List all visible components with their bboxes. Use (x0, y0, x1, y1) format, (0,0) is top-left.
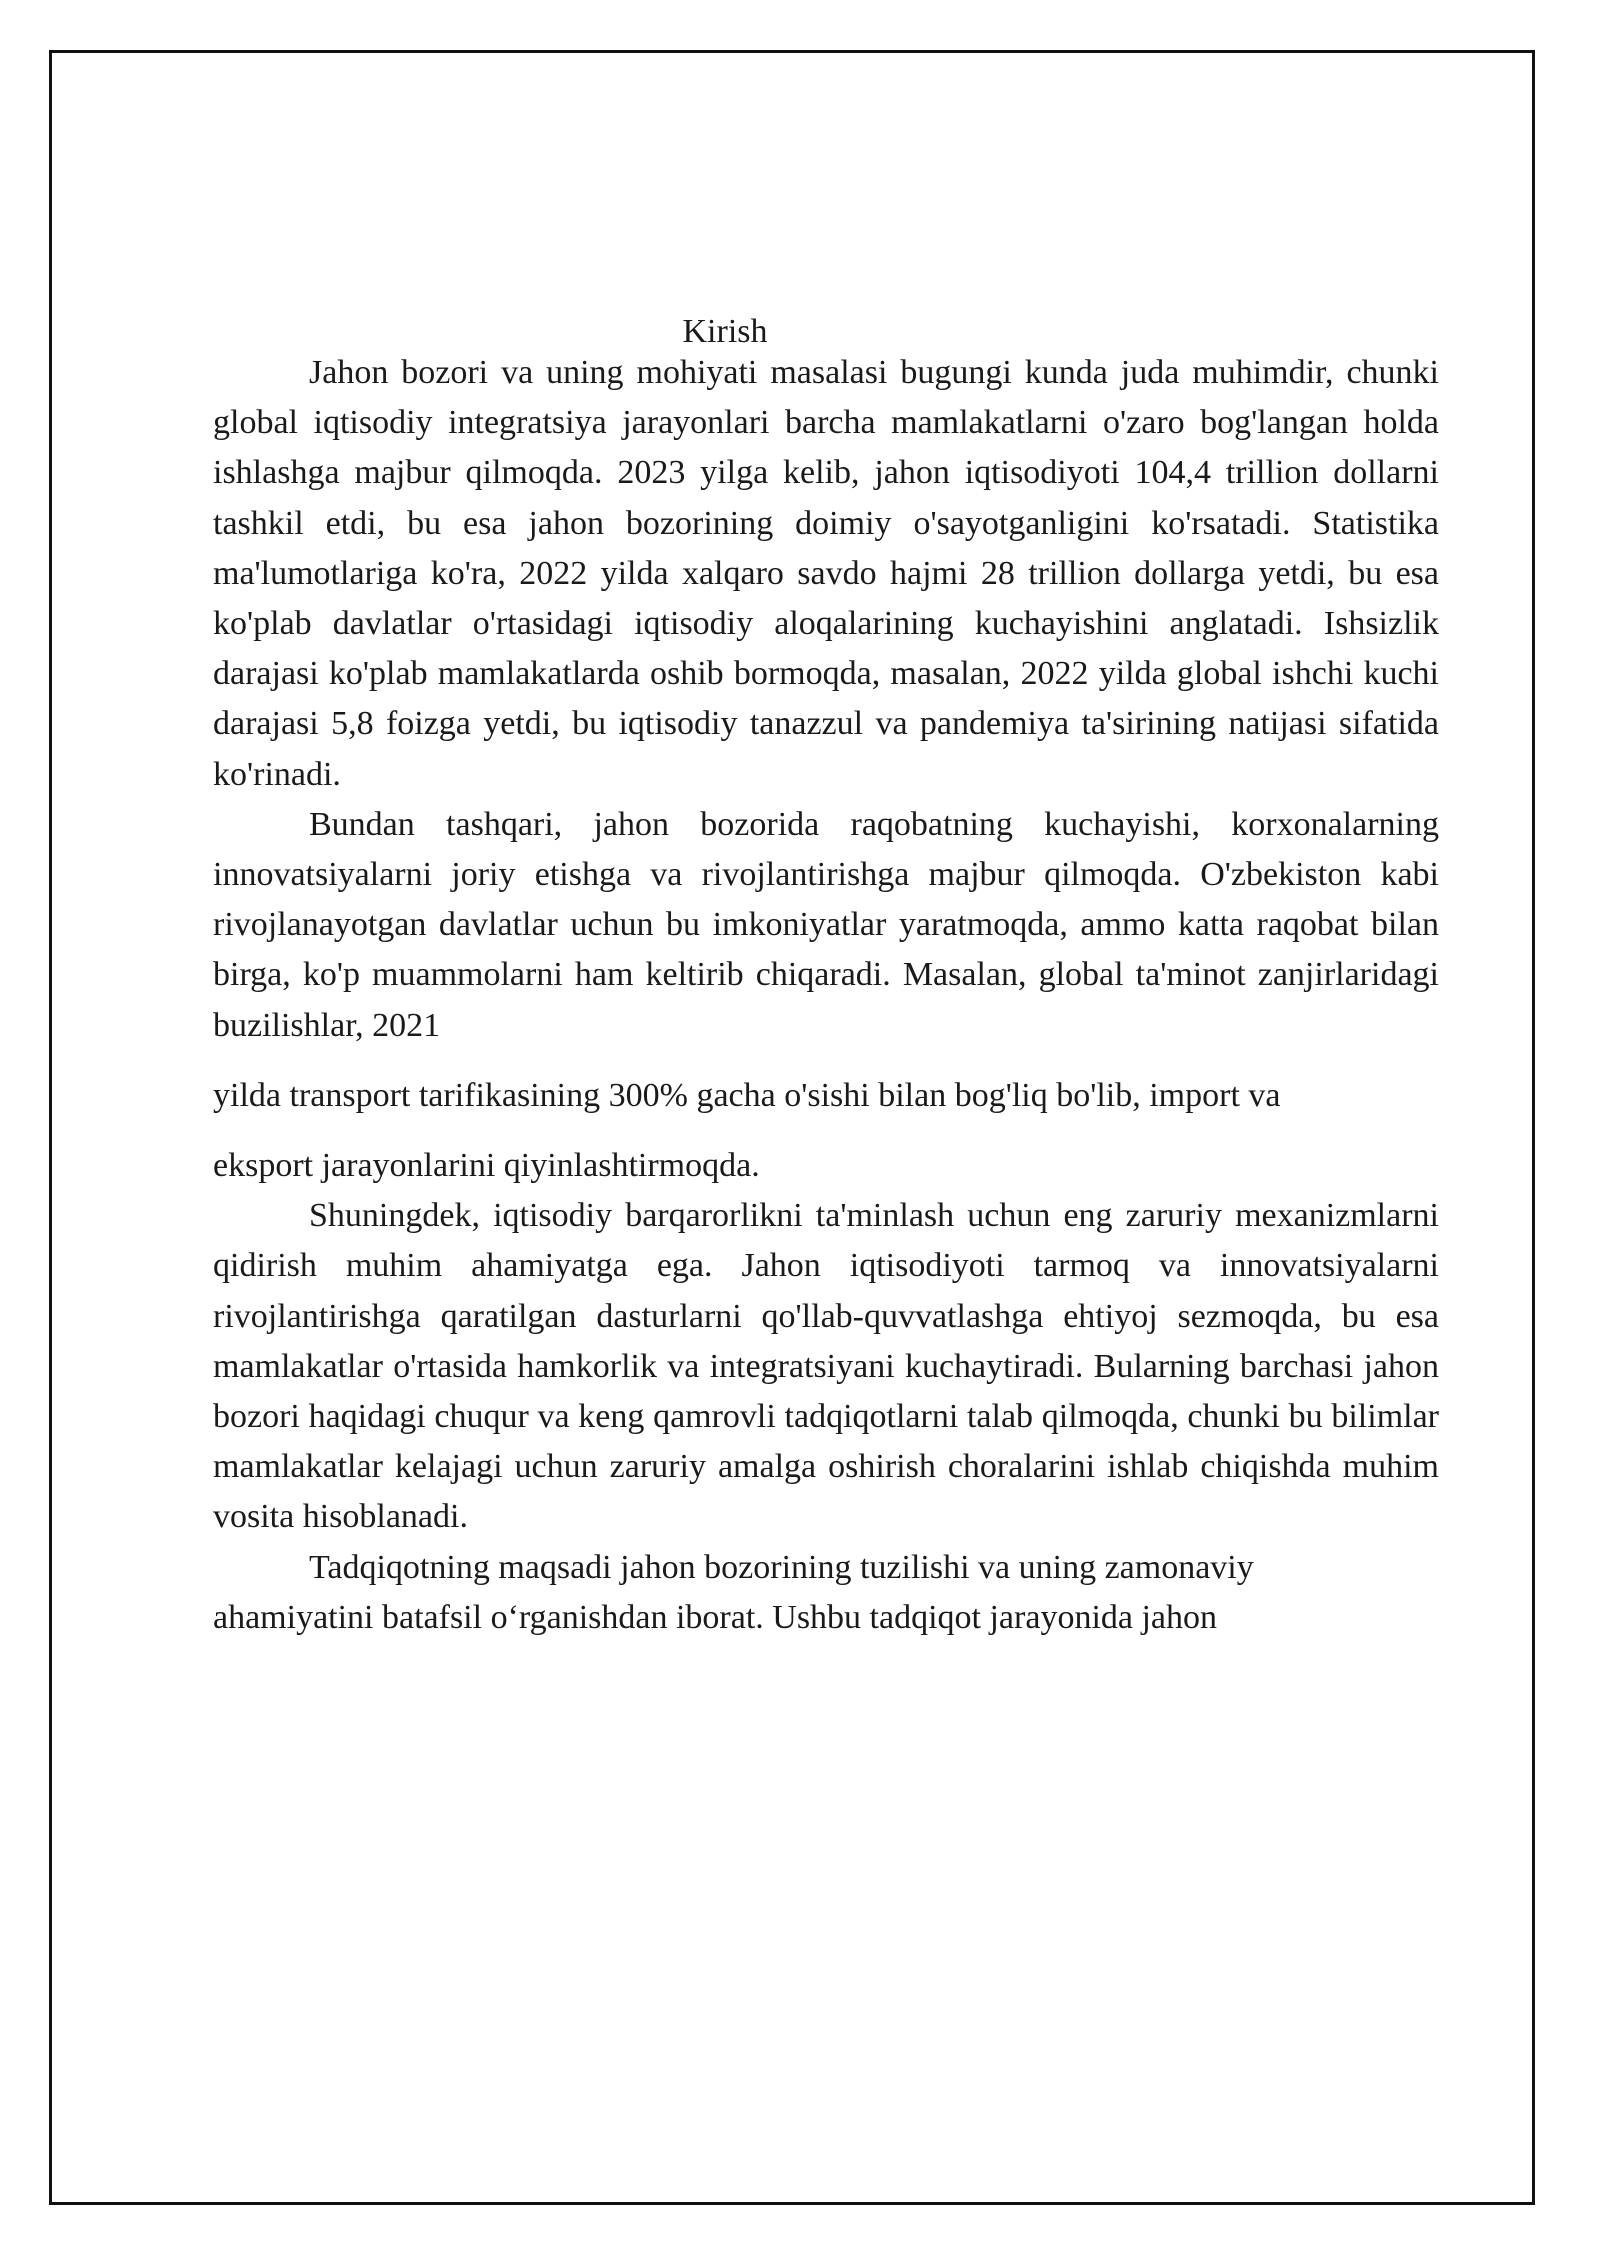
paragraph-4-line-1: Tadqiqotning maqsadi jahon bozorining tuzilishi va uning zamonaviy (309, 1548, 1254, 1586)
loose-line-1: yilda transport tarifikasining 300% gacha o'sishi bilan bog'liq bo'lib, import va (213, 1076, 1281, 1114)
section-heading: Kirish (682, 313, 768, 350)
paragraph-3: Shuningdek, iqtisodiy barqarorlikni ta'minlash uchun eng zaruriy mexanizmlarni qidirish muhim ahamiyatga ega. Jahon iqtisodiyoti tarmoq va innovatsiyalarni rivojlantirishga qaratilgan dasturlarni qo'llab-quvvatlashga ehtiyoj sezmoqda, bu esa mamlakatlar o'rtasida hamkorlik va integratsiyani kuchaytiradi. Bularning barchasi jahon bozori haqidagi chuqur va keng qamrovli tadqiqotlarni talab qilmoqda, chunki bu bilimlar mamlakatlar kelajagi uchun zaruriy amalga oshirish choralarini ishlab chiqishda muhim vosita hisoblanadi. (213, 1197, 1439, 1536)
paragraph-1: Jahon bozori va uning mohiyati masalasi bugungi kunda juda muhimdir, chunki global iqtisodiy integratsiya jarayonlari barcha mamlakatlarni o'zaro bog'langan holda ishlashga majbur qilmoqda. 2023 yilga kelib, jahon iqtisodiyoti 104,4 trillion dollarni tashkil etdi, bu esa jahon bozorining doimiy o'sayotganligini ko'rsatadi. Statistika ma'lumotlariga ko'ra, 2022 yilda xalqaro savdo hajmi 28 trillion dollarga yetdi, bu esa ko'plab davlatlar o'rtasidagi iqtisodiy aloqalarining kuchayishini anglatadi. Ishsizlik darajasi ko'plab mamlakatlarda oshib bormoqda, masalan, 2022 yilda global ishchi kuchi darajasi 5,8 foizga yetdi, bu iqtisodiy tanazzul va pandemiya ta'sirining natijasi sifatida ko'rinadi. (213, 354, 1439, 793)
paragraph-2: Bundan tashqari, jahon bozorida raqobatning kuchayishi, korxonalarning innovatsiyalarni joriy etishga va rivojlantirishga majbur qilmoqda. O'zbekiston kabi rivojlanayotgan davlatlar uchun bu imkoniyatlar yaratmoqda, ammo katta raqobat bilan birga, ko'p muammolarni ham keltirib chiqaradi. Masalan, global ta'minot zanjirlaridagi buzilishlar, 2021 (213, 805, 1439, 1044)
paragraph-4-line-2: ahamiyatini batafsil o‘rganishdan iborat. Ushbu tadqiqot jarayonida jahon (213, 1598, 1218, 1636)
document-body (213, 348, 1439, 1643)
loose-line-2: eksport jarayonlarini qiyinlashtirmoqda. (213, 1147, 760, 1185)
